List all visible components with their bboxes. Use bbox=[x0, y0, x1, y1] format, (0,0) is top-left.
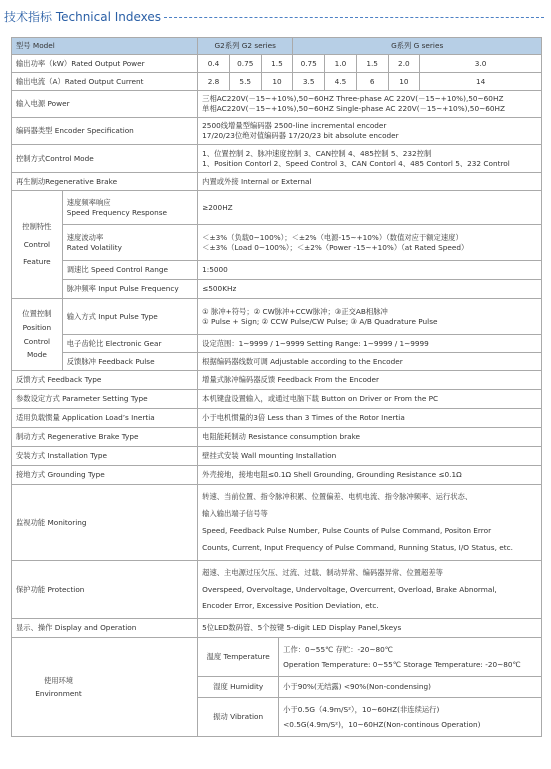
current-g2-2: 5.5 bbox=[229, 73, 261, 91]
regen-value: 内置或外接 Internal or External bbox=[198, 173, 542, 191]
spec-value: 外壳接地，接地电阻≤0.1Ω Shell Grounding, Grounding Resistance ≤0.1Ω bbox=[198, 466, 542, 485]
input-power-row bbox=[12, 91, 542, 118]
control-mode-row bbox=[12, 145, 542, 173]
vibration-line: 小于0.5G（4.9m/S²），10~60HZ(非连续运行) bbox=[283, 704, 440, 714]
input-power-label: 输入电源 Power bbox=[12, 91, 198, 118]
power-row bbox=[12, 55, 542, 73]
title-divider bbox=[164, 17, 544, 18]
group-label: Position bbox=[22, 322, 52, 332]
monitoring-line: 转速、当前位置、指令脉冲积累、位置偏差、电机电流、指令脉冲频率、运行状态、 bbox=[202, 492, 473, 502]
environment-title bbox=[12, 676, 105, 699]
label-line: 速度波动率 bbox=[66, 232, 104, 242]
monitoring-value bbox=[198, 485, 542, 561]
temperature-row bbox=[12, 638, 542, 677]
vibration-cell bbox=[198, 698, 542, 737]
monitoring-label: 监视功能 Monitoring bbox=[12, 485, 198, 561]
spec-label: 参数设定方式 Parameter Setting Type bbox=[12, 390, 198, 409]
group-label: 控制特性 bbox=[22, 221, 52, 231]
display-value: 5位LED数码管、5个按键 5-digit LED Display Panel,5keys bbox=[198, 619, 542, 638]
spec-row bbox=[12, 390, 542, 409]
group-label: 位置控制 bbox=[22, 308, 52, 318]
monitoring-line: Speed, Feedback Pulse Number, Pulse Counts of Pulse Command, Positon Error bbox=[202, 526, 492, 535]
temperature-line: 工作：0~55℃ 存贮：-20~80℃ bbox=[283, 644, 394, 654]
group-label: Feature bbox=[23, 257, 51, 267]
g-series-header: G系列 G series bbox=[293, 38, 542, 55]
gear-row bbox=[12, 335, 542, 353]
input-pulse-label: 输入方式 Input Pulse Type bbox=[62, 299, 197, 335]
protection-line: 超速、主电源过压欠压、过流、过载、制动异常、编码器异常、位置超差等 bbox=[202, 567, 443, 577]
power-g2-1: 0.4 bbox=[198, 55, 230, 73]
spec-row bbox=[12, 447, 542, 466]
spec-row bbox=[12, 409, 542, 428]
power-g-3: 1.5 bbox=[356, 55, 388, 73]
spec-value: 壁挂式安装 Wall mounting Installation bbox=[198, 447, 542, 466]
control-mode-line: 1、位置控制 2、脉冲速度控制 3、CAN控制 4、485控制 5、232控制 bbox=[202, 148, 432, 158]
group-label: Control bbox=[23, 336, 51, 346]
spec-label: 接地方式 Grounding Type bbox=[12, 466, 198, 485]
speed-range-value: 1:5000 bbox=[198, 261, 542, 280]
volatility-label bbox=[62, 225, 197, 261]
section-title: 技术指标 Technical Indexes bbox=[4, 10, 162, 24]
current-g-4: 10 bbox=[388, 73, 420, 91]
spec-row bbox=[12, 371, 542, 390]
volatility-value bbox=[198, 225, 542, 261]
pulse-freq-label: 脉冲频率 Input Pulse Frequency bbox=[62, 280, 197, 299]
spec-table bbox=[11, 37, 542, 737]
spec-label: 安装方式 Installation Type bbox=[12, 447, 198, 466]
pulse-freq-row bbox=[12, 280, 542, 299]
freq-response-value: ≥200HZ bbox=[198, 191, 542, 225]
section-title-bar bbox=[4, 6, 544, 28]
encoder-line: 17/20/23位绝对值编码器 17/20/23 bit absolute encoder bbox=[202, 131, 399, 140]
freq-response-row bbox=[12, 191, 542, 225]
current-g-3: 6 bbox=[356, 73, 388, 91]
temperature-cell bbox=[198, 638, 542, 677]
protection-line: Overspeed, Overvoltage, Undervoltage, Overcurrent, Overload, Brake Abnormal, bbox=[202, 584, 497, 594]
protection-row bbox=[12, 561, 542, 619]
current-g-1: 3.5 bbox=[293, 73, 325, 91]
encoder-line: 2500线增量型编码器 2500-line incremental encoder bbox=[202, 121, 387, 131]
input-power-value bbox=[198, 91, 542, 118]
power-label: 输出功率（kW）Rated Output Power bbox=[12, 55, 198, 73]
input-pulse-row bbox=[12, 299, 542, 335]
control-feature-group bbox=[12, 191, 63, 299]
spec-value: 本机键盘设置输入，或通过电脑下载 Button on Driver or From the PC bbox=[198, 390, 542, 409]
spec-label: 反馈方式 Feedback Type bbox=[12, 371, 198, 390]
vibration-label: 振动 Vibration bbox=[198, 698, 279, 736]
header-row bbox=[12, 38, 542, 55]
temperature-label: 温度 Temperature bbox=[198, 638, 279, 676]
spec-label: 适用负载惯量 Application Load’s Inertia bbox=[12, 409, 198, 428]
current-label: 输出电流（A）Rated Output Current bbox=[12, 73, 198, 91]
protection-label: 保护功能 Protection bbox=[12, 561, 198, 619]
temperature-line: Operation Temperature: 0~55℃ Storage Temperature: -20~80℃ bbox=[283, 659, 521, 669]
spec-value: 电阻能耗制动 Resistance consumption brake bbox=[198, 428, 542, 447]
gear-label: 电子齿轮比 Electronic Gear bbox=[62, 335, 197, 353]
control-mode-line: 1、Position Contorl 2、Speed Control 3、CAN Contorl 4、485 Contorl 5、232 Control bbox=[202, 158, 510, 168]
current-g2-3: 10 bbox=[261, 73, 293, 91]
control-mode-label: 控制方式Control Mode bbox=[12, 145, 198, 173]
position-control-group bbox=[12, 299, 63, 371]
monitoring-row bbox=[12, 485, 542, 561]
power-g-5: 3.0 bbox=[420, 55, 542, 73]
protection-value bbox=[198, 561, 542, 619]
current-g-2: 4.5 bbox=[325, 73, 357, 91]
current-row bbox=[12, 73, 542, 91]
humidity-value: 小于90%(无结露) <90%(Non-condensing) bbox=[283, 682, 432, 692]
vibration-line: <0.5G(4.9m/S²)，10~60HZ(Non-continous Operation) bbox=[283, 719, 481, 729]
spec-label: 制动方式 Regenerative Brake Type bbox=[12, 428, 198, 447]
humidity-cell bbox=[198, 677, 542, 698]
label-line: Rated Volatility bbox=[66, 242, 122, 252]
regen-label: 再生制动Regenerative Brake bbox=[12, 173, 198, 191]
spec-row bbox=[12, 466, 542, 485]
encoder-value bbox=[198, 118, 542, 145]
group-label: Environment bbox=[35, 688, 82, 698]
group-label: Control bbox=[23, 239, 51, 249]
volatility-line: ＜±3%（Load 0~100%）；＜±2%（Power -15~+10%）（at Rated Speed） bbox=[202, 242, 469, 252]
spec-value: 增量式脉冲编码器反馈 Feedback From the Encoder bbox=[198, 371, 542, 390]
group-label: 使用环境 bbox=[43, 675, 74, 685]
model-header: 型号 Model bbox=[12, 38, 198, 55]
pulse-freq-value: ≤500KHz bbox=[198, 280, 542, 299]
input-pulse-value bbox=[198, 299, 542, 335]
feedback-pulse-row bbox=[12, 353, 542, 371]
monitoring-line: Counts, Current, Input Frequency of Pulse Command, Running Status, I/O Status, etc. bbox=[202, 542, 513, 552]
label-line: 速度频率响应 bbox=[66, 197, 111, 207]
regen-row bbox=[12, 173, 542, 191]
display-label: 显示、操作 Display and Operation bbox=[12, 619, 198, 638]
group-label: Mode bbox=[26, 350, 47, 360]
power-g-4: 2.0 bbox=[388, 55, 420, 73]
label-line: Speed Frequency Response bbox=[66, 207, 168, 217]
current-g2-1: 2.8 bbox=[198, 73, 230, 91]
power-g-1: 0.75 bbox=[293, 55, 325, 73]
vibration-value bbox=[279, 698, 541, 736]
input-power-line: 单相AC220V(－15~+10%),50~60HZ Single-phase AC 220V(－15~+10%),50~60HZ bbox=[202, 104, 505, 113]
volatility-row bbox=[12, 225, 542, 261]
feedback-pulse-label: 反馈脉冲 Feedback Pulse bbox=[62, 353, 197, 371]
humidity-label: 湿度 Humidity bbox=[198, 677, 279, 697]
control-mode-value bbox=[198, 145, 542, 173]
input-pulse-line: ① Pulse + Sign; ② CCW Pulse/CW Pulse; ③ A/B Quadrature Pulse bbox=[202, 316, 438, 326]
temperature-value bbox=[279, 638, 541, 676]
input-pulse-line: ① 脉冲+符号；② CW脉冲+CCW脉冲；③正交AB相脉冲 bbox=[202, 306, 388, 316]
environment-group bbox=[12, 638, 198, 737]
current-g-5: 14 bbox=[420, 73, 542, 91]
volatility-line: ＜±3%（负载0~100%）；＜±2%（电源-15~+10%）（数值对应于额定速度） bbox=[202, 232, 463, 242]
spec-row bbox=[12, 428, 542, 447]
monitoring-line: 输入输出端子信号等 bbox=[202, 509, 268, 519]
speed-range-row bbox=[12, 261, 542, 280]
input-power-line: 三相AC220V(－15~+10%),50~60HZ Three-phase AC 220V(－15~+10%),50~60HZ bbox=[202, 94, 504, 104]
encoder-label: 编码器类型 Encoder Specification bbox=[12, 118, 198, 145]
protection-line: Encoder Error, Excessive Position Deviation, etc. bbox=[202, 601, 379, 611]
power-g2-3: 1.5 bbox=[261, 55, 293, 73]
encoder-row bbox=[12, 118, 542, 145]
spec-value: 小于电机惯量的3倍 Less than 3 Times of the Rotor Inertia bbox=[198, 409, 542, 428]
power-g-2: 1.0 bbox=[325, 55, 357, 73]
power-g2-2: 0.75 bbox=[229, 55, 261, 73]
feedback-pulse-value: 根据编码器线数可调 Adjustable according to the Encoder bbox=[198, 353, 542, 371]
speed-range-label: 调速比 Speed Control Range bbox=[62, 261, 197, 280]
gear-value: 设定范围：1~9999 / 1~9999 Setting Range: 1~9999 / 1~9999 bbox=[198, 335, 542, 353]
display-row bbox=[12, 619, 542, 638]
g2-series-header: G2系列 G2 series bbox=[198, 38, 293, 55]
freq-response-label bbox=[62, 191, 197, 225]
